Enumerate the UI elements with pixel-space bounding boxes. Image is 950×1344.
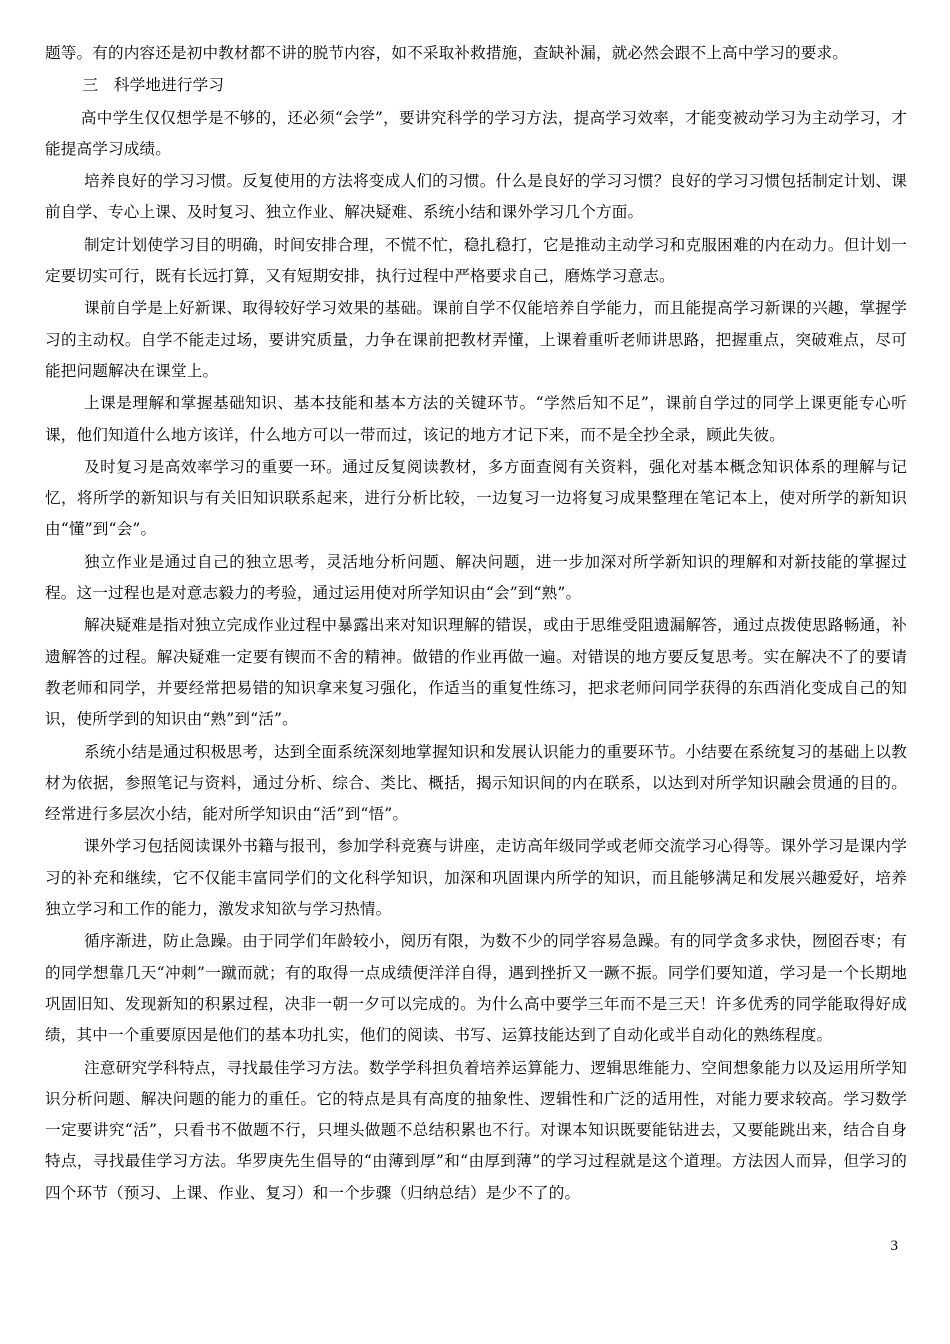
paragraph-summary: 系统小结是通过积极思考，达到全面系统深刻地掌握知识和发展认识能力的重要环节。小结要在系统复习的基础上以教材为依据，参照笔记与资料，通过分析、综合、类比、概括，揭示知识间的内在联系，以达到对所学知识融会贯通的目的。经常进行多层次小结，能对所学知识由“活”到“悟”。 <box>45 742 907 824</box>
paragraph-class: 上课是理解和掌握基础知识、基本技能和基本方法的关键环节。“学然后知不足”，课前自学过的同学上课更能专心听课，他们知道什么地方该详，什么地方可以一带而过，该记的地方才记下来，而不是全抄全录，顾此失彼。 <box>45 394 907 444</box>
section-heading: 三 科学地进行学习 <box>82 76 225 95</box>
page-number: 3 <box>890 1238 898 1254</box>
paragraph-habits: 培养良好的学习习惯。反复使用的方法将变成人们的习惯。什么是良好的学习习惯？良好的学习习惯包括制定计划、课前自学、专心上课、及时复习、独立作业、解决疑难、系统小结和课外学习几个方面。 <box>45 172 907 222</box>
paragraph-plan: 制定计划使学习目的明确，时间安排合理，不慌不忙，稳扎稳打，它是推动主动学习和克服困难的内在动力。但计划一定要切实可行，既有长远打算，又有短期安排，执行过程中严格要求自己，磨炼学习意志。 <box>45 235 907 286</box>
paragraph-review: 及时复习是高效率学习的重要一环。通过反复阅读教材，多方面查阅有关资料，强化对基本概念知识体系的理解与记忆，将所学的新知识与有关旧知识联系起来，进行分析比较，一边复习一边将复习成果整理在笔记本上，使对所学的新知识由“懂”到“会”。 <box>45 457 907 539</box>
paragraph-gradual: 循序渐进，防止急躁。由于同学们年龄较小，阅历有限，为数不少的同学容易急躁。有的同学贪多求快，囫囵吞枣；有的同学想靠几天“冲刺”一蹴而就；有的取得一点成绩便洋洋自得，遇到挫折又一蹶不振。同学们要知道，学习是一个长期地巩固旧知、发现新知的积累过程，决非一朝一夕可以完成的。为什么高中要学三年而不是三天！许多优秀的同学能取得好成绩，其中一个重要原因是他们的基本功扎实，他们的阅读、书写、运算技能达到了自动化或半自动化的熟练程度。 <box>45 932 907 1045</box>
paragraph-extracurricular: 课外学习包括阅读课外书籍与报刊，参加学科竞赛与讲座，走访高年级同学或老师交流学习心得等。课外学习是课内学习的补充和继续，它不仅能丰富同学们的文化科学知识，加深和巩固课内所学的知识，而且能够满足和发展兴趣爱好，培养独立学习和工作的能力，激发求知欲与学习热情。 <box>45 837 907 919</box>
paragraph-difficulties: 解决疑难是指对独立完成作业过程中暴露出来对知识理解的错误，或由于思维受阻遗漏解答，通过点拨使思路畅通，补遗解答的过程。解决疑难一定要有锲而不舍的精神。做错的作业再做一遍。对错误的地方要反复思考。实在解决不了的要请教老师和同学，并要经常把易错的知识拿来复习强化，作适当的重复性练习，把求老师问同学获得的东西消化变成自己的知识，使所学到的知识由“熟”到“活”。 <box>45 616 907 729</box>
paragraph-preview: 课前自学是上好新课、取得较好学习效果的基础。课前自学不仅能培养自学能力，而且能提高学习新课的兴趣，掌握学习的主动权。自学不能走过场，要讲究质量，力争在课前把教材弄懂，上课着重听老师讲思路，把握重点，突破难点，尽可能把问题解决在课堂上。 <box>45 299 907 380</box>
paragraph-continuation: 题等。有的内容还是初中教材都不讲的脱节内容，如不采取补救措施，查缺补漏，就必然会跟不上高中学习的要求。 <box>45 44 848 62</box>
paragraph-intro: 高中学生仅仅想学是不够的，还必须“会学”，要讲究科学的学习方法，提高学习效率，才能变被动学习为主动学习，才能提高学习成绩。 <box>45 108 907 158</box>
paragraph-method: 注意研究学科特点，寻找最佳学习方法。数学学科担负着培养运算能力、逻辑思维能力、空间想象能力以及运用所学知识分析问题、解决问题的能力的重任。它的特点是具有高度的抽象性、逻辑性和广泛的适用性，对能力要求较高。学习数学一定要讲究“活”，只看书不做题不行，只埋头做题不总结积累也不行。对课本知识既要能钻进去，又要能跳出来，结合自身特点，寻找最佳学习方法。华罗庚先生倡导的“由薄到厚”和“由厚到薄”的学习过程就是这个道理。方法因人而异，但学习的四个环节（预习、上课、作业、复习）和一个步骤（归纳总结）是少不了的。 <box>45 1058 907 1202</box>
document-body <box>45 38 907 1210</box>
paragraph-homework: 独立作业是通过自己的独立思考，灵活地分析问题、解决问题，进一步加深对所学新知识的理解和对新技能的掌握过程。这一过程也是对意志毅力的考验，通过运用使对所学知识由“会”到“熟”。 <box>45 552 907 603</box>
